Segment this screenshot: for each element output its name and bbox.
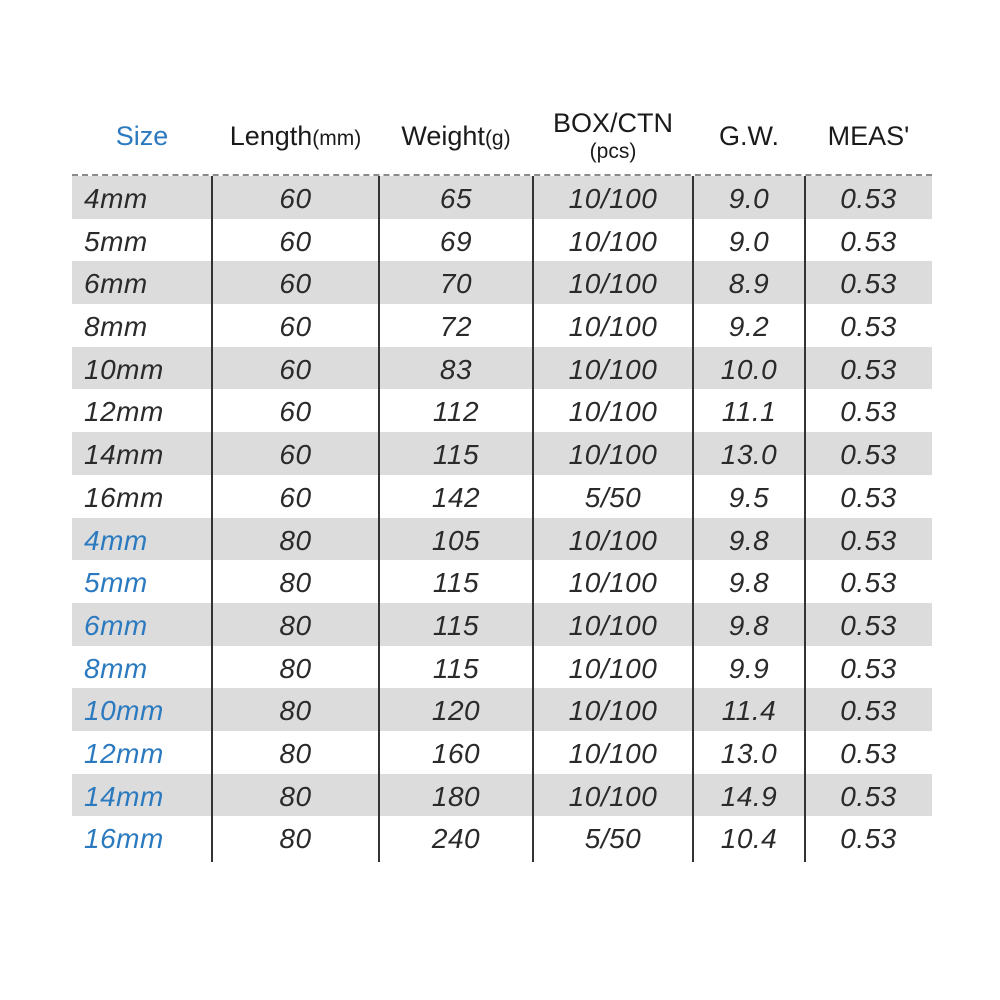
cell-gw: 11.4 <box>721 695 777 727</box>
cell-meas: 0.53 <box>840 353 897 385</box>
cell-box-ctn: 10/100 <box>568 524 658 556</box>
cell-meas: 0.53 <box>840 780 897 812</box>
cell-box-ctn: 10/100 <box>568 737 658 769</box>
cell-box-ctn: 10/100 <box>568 780 658 812</box>
table-row <box>72 688 932 731</box>
header-box-ctn-unit: (pcs) <box>589 140 637 163</box>
cell-weight: 72 <box>439 311 473 343</box>
column-divider <box>532 176 534 862</box>
header-weight-label: Weight <box>401 120 485 151</box>
cell-size: 14mm <box>84 439 164 471</box>
table-row <box>72 219 932 262</box>
header-weight-unit: (g) <box>484 126 511 150</box>
table-row <box>72 347 932 390</box>
cell-meas: 0.53 <box>840 481 897 513</box>
column-divider <box>378 176 380 862</box>
header-gw <box>693 96 805 176</box>
cell-size: 4mm <box>84 524 148 556</box>
cell-weight: 115 <box>432 567 480 599</box>
cell-size: 12mm <box>84 396 164 428</box>
cell-meas: 0.53 <box>840 225 897 257</box>
header-meas-label: MEAS' <box>827 120 910 151</box>
cell-gw: 9.5 <box>728 481 770 513</box>
cell-meas: 0.53 <box>840 311 897 343</box>
table-row <box>72 389 932 432</box>
cell-meas: 0.53 <box>840 823 897 855</box>
header-gw-label: G.W. <box>719 120 779 151</box>
table-row <box>72 816 932 859</box>
cell-length: 80 <box>279 695 312 727</box>
table-row <box>72 176 932 219</box>
cell-gw: 9.8 <box>728 524 770 556</box>
cell-meas: 0.53 <box>840 567 897 599</box>
cell-size: 16mm <box>84 823 164 855</box>
header-box-ctn <box>533 96 693 176</box>
cell-length: 60 <box>279 268 312 300</box>
cell-length: 60 <box>279 396 312 428</box>
cell-meas: 0.53 <box>840 183 897 214</box>
cell-size: 16mm <box>84 481 164 513</box>
column-divider <box>211 176 213 862</box>
cell-size: 5mm <box>84 225 148 257</box>
spec-table <box>72 96 932 859</box>
cell-size: 10mm <box>84 353 164 385</box>
table-body <box>72 176 932 859</box>
cell-box-ctn: 10/100 <box>568 695 658 727</box>
cell-meas: 0.53 <box>840 268 897 300</box>
cell-meas: 0.53 <box>840 695 897 727</box>
cell-gw: 8.9 <box>728 268 770 300</box>
cell-length: 60 <box>279 353 312 385</box>
cell-weight: 160 <box>431 737 481 769</box>
cell-gw: 9.9 <box>728 652 770 684</box>
cell-weight: 70 <box>439 268 473 300</box>
cell-gw: 13.0 <box>720 439 778 471</box>
header-size-label: Size <box>115 120 169 151</box>
cell-box-ctn: 10/100 <box>568 268 658 300</box>
cell-gw: 10.4 <box>720 823 778 855</box>
column-divider <box>692 176 694 862</box>
cell-weight: 115 <box>432 439 480 471</box>
table-row <box>72 731 932 774</box>
cell-length: 80 <box>279 609 312 641</box>
cell-gw: 13.0 <box>720 737 778 769</box>
cell-weight: 115 <box>432 652 480 684</box>
cell-length: 60 <box>279 481 312 513</box>
cell-meas: 0.53 <box>840 737 897 769</box>
cell-box-ctn: 5/50 <box>584 481 642 513</box>
cell-size: 6mm <box>84 268 148 300</box>
cell-size: 12mm <box>84 737 164 769</box>
cell-gw: 9.0 <box>728 183 770 214</box>
cell-length: 80 <box>279 823 312 855</box>
table-row <box>72 475 932 518</box>
cell-meas: 0.53 <box>840 396 897 428</box>
cell-weight: 83 <box>439 353 473 385</box>
cell-meas: 0.53 <box>840 609 897 641</box>
table-row <box>72 518 932 561</box>
cell-size: 8mm <box>84 652 148 684</box>
header-box-ctn-label: BOX/CTN <box>552 108 673 138</box>
header-length-unit: (mm) <box>312 126 362 150</box>
cell-gw: 14.9 <box>720 780 778 812</box>
cell-gw: 9.0 <box>728 225 770 257</box>
cell-size: 4mm <box>84 183 148 214</box>
cell-weight: 142 <box>431 481 481 513</box>
cell-length: 80 <box>279 737 312 769</box>
table-row <box>72 560 932 603</box>
header-length-label: Length <box>229 120 313 151</box>
cell-weight: 65 <box>439 183 473 214</box>
cell-box-ctn: 5/50 <box>584 823 642 855</box>
cell-size: 10mm <box>84 695 164 727</box>
cell-meas: 0.53 <box>840 652 897 684</box>
cell-gw: 10.0 <box>720 353 778 385</box>
cell-length: 60 <box>279 311 312 343</box>
cell-box-ctn: 10/100 <box>568 311 658 343</box>
cell-box-ctn: 10/100 <box>568 225 658 257</box>
cell-length: 60 <box>279 183 312 214</box>
cell-weight: 112 <box>432 396 480 428</box>
cell-length: 80 <box>279 652 312 684</box>
table-row <box>72 646 932 689</box>
cell-box-ctn: 10/100 <box>568 396 658 428</box>
cell-size: 8mm <box>84 311 148 343</box>
table-row <box>72 261 932 304</box>
cell-size: 5mm <box>84 567 148 599</box>
cell-box-ctn: 10/100 <box>568 567 658 599</box>
header-weight <box>379 96 533 176</box>
cell-weight: 240 <box>431 823 481 855</box>
cell-length: 60 <box>279 225 312 257</box>
cell-weight: 120 <box>431 695 481 727</box>
cell-gw: 9.2 <box>728 311 770 343</box>
cell-gw: 9.8 <box>728 567 770 599</box>
cell-meas: 0.53 <box>840 439 897 471</box>
cell-weight: 115 <box>432 609 480 641</box>
cell-weight: 105 <box>431 524 481 556</box>
table-row <box>72 774 932 817</box>
cell-weight: 180 <box>431 780 481 812</box>
header-size <box>72 96 212 176</box>
column-divider <box>804 176 806 862</box>
cell-box-ctn: 10/100 <box>568 183 658 214</box>
cell-gw: 9.8 <box>728 609 770 641</box>
cell-size: 14mm <box>84 780 164 812</box>
header-length <box>212 96 379 176</box>
cell-length: 80 <box>279 524 312 556</box>
cell-box-ctn: 10/100 <box>568 609 658 641</box>
cell-box-ctn: 10/100 <box>568 353 658 385</box>
cell-meas: 0.53 <box>840 524 897 556</box>
cell-gw: 11.1 <box>721 396 777 428</box>
table-row <box>72 304 932 347</box>
cell-size: 6mm <box>84 609 148 641</box>
table-row <box>72 603 932 646</box>
cell-length: 60 <box>279 439 312 471</box>
cell-box-ctn: 10/100 <box>568 652 658 684</box>
table-header <box>72 96 932 176</box>
cell-box-ctn: 10/100 <box>568 439 658 471</box>
table-row <box>72 432 932 475</box>
cell-length: 80 <box>279 567 312 599</box>
cell-length: 80 <box>279 780 312 812</box>
cell-weight: 69 <box>439 225 473 257</box>
header-meas <box>805 96 932 176</box>
